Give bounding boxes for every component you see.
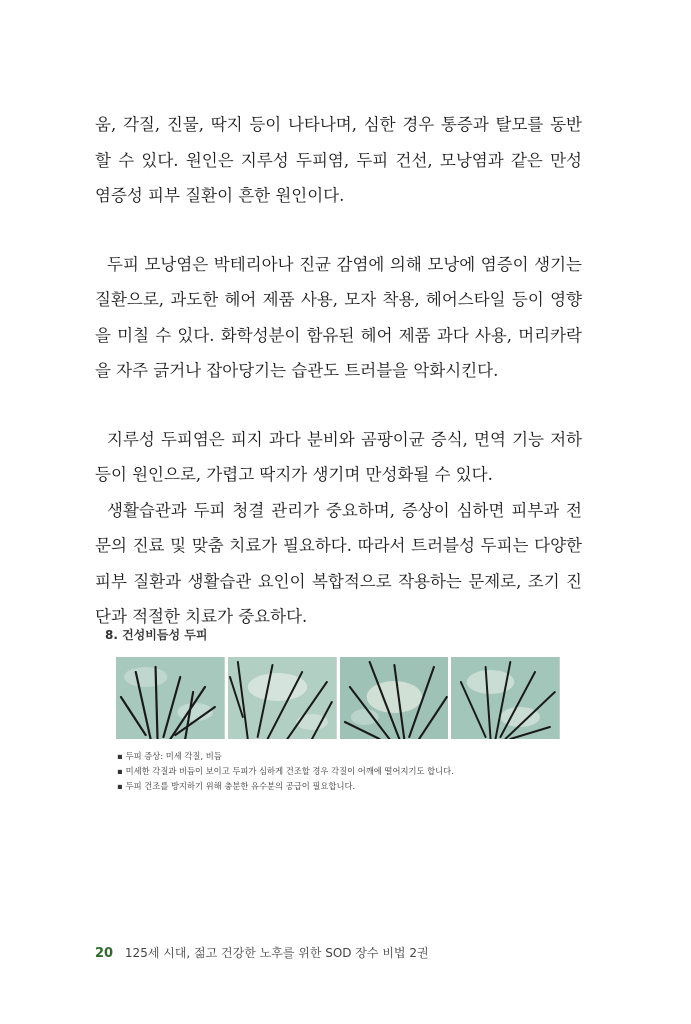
- figure-title: 8. 건성비듬성 두피: [105, 628, 208, 642]
- page-number: 20: [95, 946, 114, 961]
- paragraph-3: 지루성 두피염은 피지 과다 분비와 곰팡이균 증식, 면역 기능 저하 등이 원인으로, 가렵고 딱지가 생기며 만성화될 수 있다.: [95, 429, 582, 484]
- bullet-item: ▪ 미세한 각질과 비듬이 보이고 두피가 심하게 건조할 경우 각질이 어깨에 떨어지기도 합니다.: [117, 764, 565, 779]
- scalp-photo-3: [340, 657, 449, 739]
- paragraph-4: 생활습관과 두피 청결 관리가 중요하며, 증상이 심하면 피부과 전문의 진료 및 맞춤 치료가 필요하다. 따라서 트러블성 두피는 다양한 피부 질환과 생활습관 요인이 복합적으로 작용하는 문제로, 조기 진단과 적절한 치료가 중요하다.: [95, 500, 582, 626]
- figure-bullets: [117, 749, 565, 794]
- paragraph-1: 움, 각질, 진물, 딱지 등이 나타나며, 심한 경우 통증과 탈모를 동반할 수 있다. 원인은 지루성 두피염, 두피 건선, 모낭염과 같은 만성 염증성 피부 질환이 흔한 원인이다.: [95, 115, 582, 205]
- footer: [95, 944, 429, 961]
- bullet-item: ▪ 두피 건조를 방지하기 위해 충분한 유수분의 공급이 필요합니다.: [117, 779, 565, 794]
- scalp-photo-1: [116, 657, 225, 739]
- photo-strip: [116, 657, 560, 739]
- bullet-item: ▪ 두피 증상: 미세 각질, 비듬: [117, 749, 565, 764]
- book-title: 125세 시대, 젊고 건강한 노후를 위한 SOD 장수 비법 2권: [124, 946, 429, 960]
- scalp-photo-4: [451, 657, 560, 739]
- paragraph-2: 두피 모낭염은 박테리아나 진균 감염에 의해 모낭에 염증이 생기는 질환으로, 과도한 헤어 제품 사용, 모자 착용, 헤어스타일 등이 영향을 미칠 수 있다. 화학성분이 함유된 헤어 제품 과다 사용, 머리카락을 자주 긁거나 잡아당기는 습관도 트러블을 악화시킨다.: [95, 254, 582, 380]
- scalp-photo-2: [228, 657, 337, 739]
- scalp-figure: [103, 626, 565, 794]
- body-text: [95, 107, 582, 635]
